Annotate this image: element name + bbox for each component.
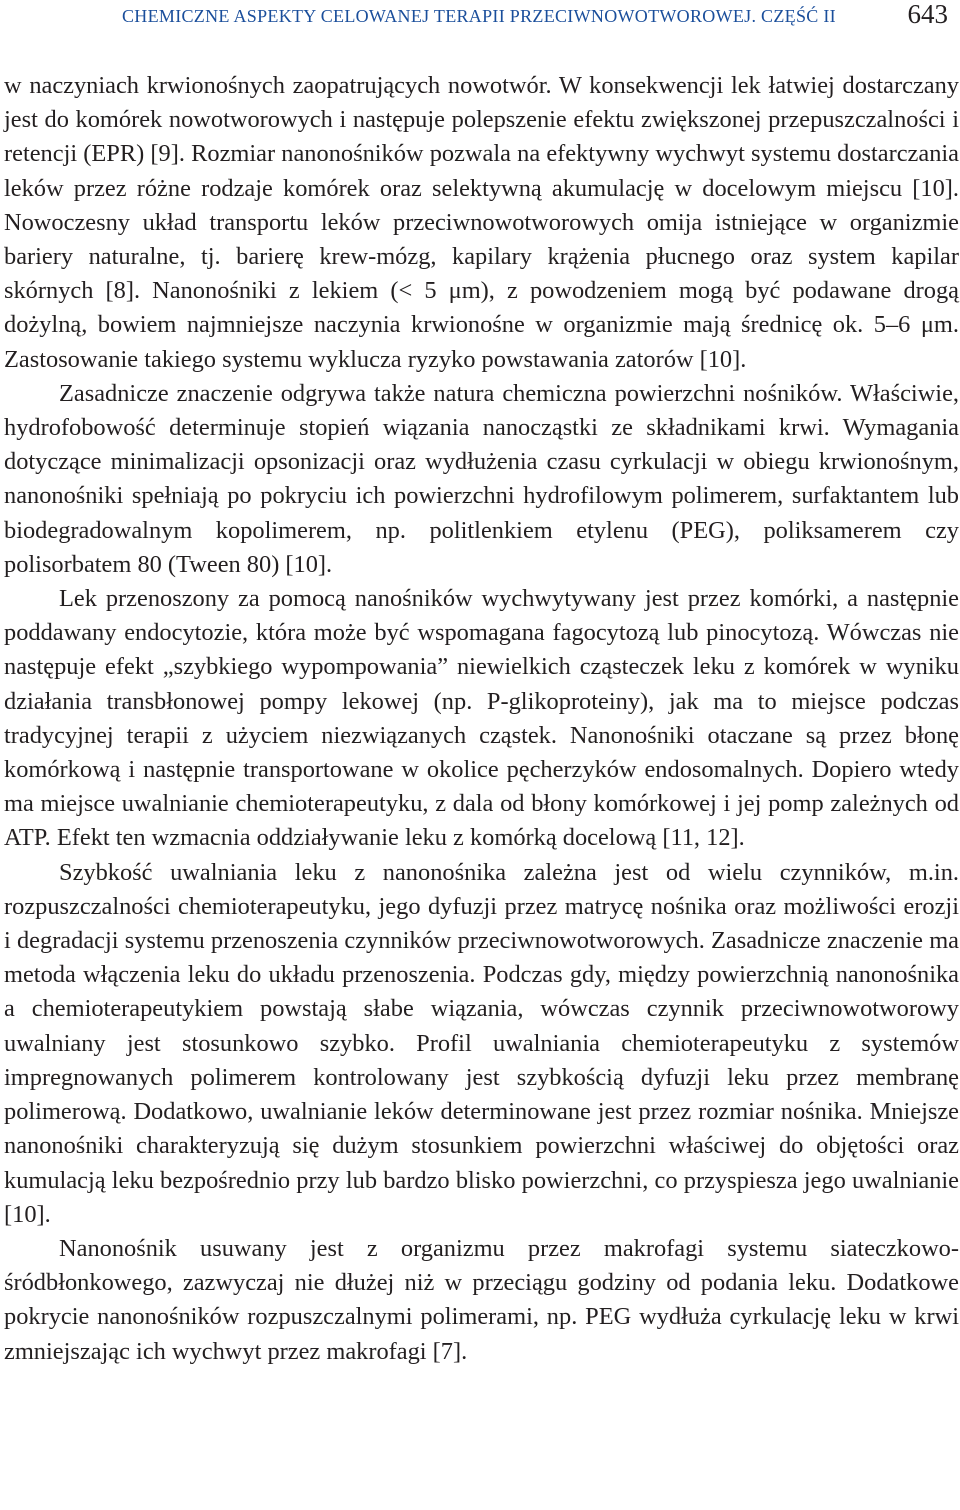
- paragraph-continued: w naczyniach krwionośnych zaopatrujących nowotwór. W konsekwencji lek łatwiej dostarczany jest do komórek nowotworowych i następuje polepszenie efektu zwiększonej przepuszczalności i retencji (EPR) [9]. Rozmiar nanonośników pozwala na efektywny wychwyt systemu dostarczania leków przez różne rodzaje komórek oraz selektywną akumulację w docelowym miejscu [10]. Nowoczesny układ transportu leków przeciwnowotworowych omija istniejące w organizmie bariery naturalne, tj. barierę krew-mózg, kapilary krążenia płucnego oraz system kapilar skórnych [8]. Nanonośniki z lekiem (< 5 μm), z powodzeniem mogą być podawane drogą dożylną, bowiem najmniejsze naczynia krwionośne w organizmie mają średnicę ok. 5–6 μm. Zastosowanie takiego systemu wyklucza ryzyko powstawania zatorów [10].: [4, 72, 959, 373]
- running-header: [0, 0, 960, 44]
- body-text: [4, 69, 959, 1369]
- paragraph-endocytosis: Lek przenoszony za pomocą nanośników wychwytywany jest przez komórki, a następnie poddawany endocytozie, która może być wspomagana fagocytozą lub pinocytozą. Wówczas nie następuje efekt „szybkiego wypompowania” niewielkich cząsteczek leku z komórek w wyniku działania transbłonowej pompy lekowej (np. P-glikoproteiny), jak ma to miejsce podczas tradycyjnej terapii z użyciem niezwiązanych cząstek. Nanonośniki otaczane są przez błonę komórkową i następnie transportowane w okolice pęcherzyków endosomalnych. Dopiero wtedy ma miejsce uwalnianie chemioterapeutyku, z dala od błony komórkowej i jej pomp zależnych od ATP. Efekt ten wzmacnia oddziaływanie leku z komórką docelową [11, 12].: [4, 585, 959, 852]
- paragraph-clearance: Nanonośnik usuwany jest z organizmu przez makrofagi systemu siateczkowo-śródbłonkowego, zazwyczaj nie dłużej niż w przeciągu godziny od podania leku. Dodatkowe pokrycie nanonośników rozpuszczalnymi polimerami, np. PEG wydłuża cyrkulację leku w krwi zmniejszając ich wychwyt przez makrofagi [7].: [4, 1234, 959, 1365]
- page-number: 643: [907, 0, 948, 29]
- paragraph-surface-chemistry: Zasadnicze znaczenie odgrywa także natura chemiczna powierzchni nośników. Właściwie, hydrofobowość determinuje stopień wiązania nanocząstki ze składnikami krwi. Wymagania dotyczące minimalizacji opsonizacji oraz wydłużenia czasu cyrkulacji w obiegu krwionośnym, nanonośniki spełniają po pokryciu ich powierzchni hydrofilowym polimerem, surfaktantem lub biodegradowalnym kopolimerem, np. politlenkiem etylenu (PEG), poliksamerem czy polisorbatem 80 (Tween 80) [10].: [4, 379, 959, 578]
- paragraph-release-rate: Szybkość uwalniania leku z nanonośnika zależna jest od wielu czynników, m.in. rozpuszczalności chemioterapeutyku, jego dyfuzji przez matrycę nośnika oraz możliwości erozji i degradacji systemu przenoszenia czynników przeciwnowotworowych. Zasadnicze znaczenie ma metoda włączenia leku do układu przenoszenia. Podczas gdy, między powierzchnią nanonośnika a chemioterapeutykiem powstają słabe wiązania, wówczas czynnik przeciwnowotworowy uwalniany jest stosunkowo szybko. Profil uwalniania chemioterapeutyku z systemów impregnowanych polimerem kontrolowany jest szybkością dyfuzji leku przez membranę polimerową. Dodatkowo, uwalnianie leków determinowane jest przez rozmiar nośnika. Mniejsze nanonośniki charakteryzują się dużym stosunkiem powierzchni właściwej do objętości oraz kumulacją leku bezpośrednio przy lub bardzo blisko powierzchni, co przyspiesza jego uwalnianie [10].: [4, 858, 959, 1228]
- running-header-title: CHEMICZNE ASPEKTY CELOWANEJ TERAPII PRZECIWNOWOTWOROWEJ. CZĘŚĆ II: [122, 6, 836, 26]
